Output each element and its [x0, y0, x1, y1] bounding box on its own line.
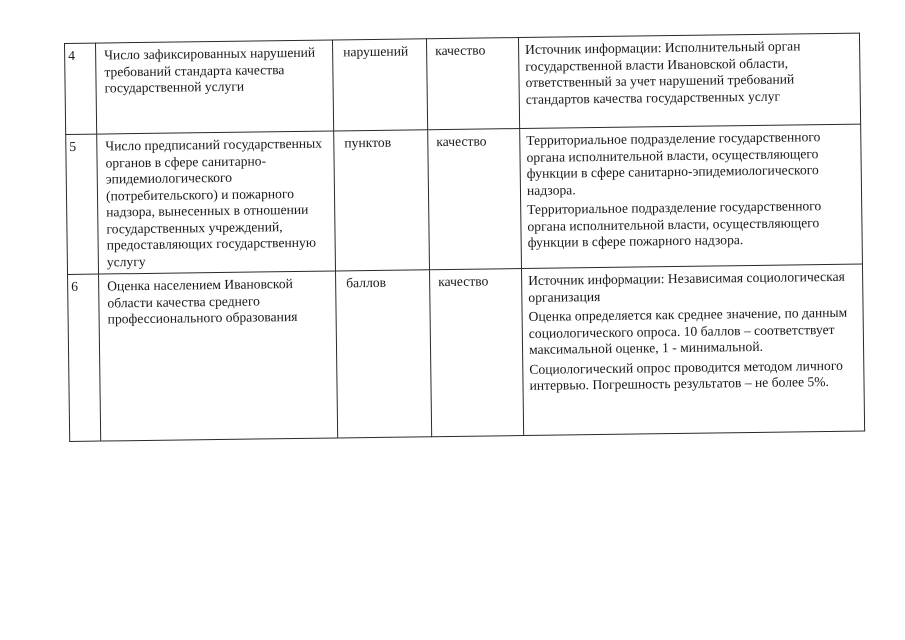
info-paragraph: Территориальное подразделение государственного органа исполнительной власти, осуществляющего функции в сфере санитарно-эпидемиологического надзора. — [526, 129, 821, 198]
indicator-table — [64, 33, 865, 442]
row-number: 5 — [66, 134, 99, 274]
information-source — [521, 264, 864, 435]
indicator-name: Число предписаний государственных органов в сфере санитарно-эпидемиологического (потребительского) и пожарного надзора, вынесенных в отношении государственных учреждений, предоставляющих государственную услугу — [97, 131, 336, 274]
info-paragraph: Источник информации: Исполнительный орган государственной власти Ивановской области, ответственный за учет нарушений требований стандартов качества государственных услуг — [525, 38, 801, 107]
indicator-name: Число зафиксированных нарушений требований стандарта качества государственной услуги — [96, 40, 334, 134]
table-row-5 — [66, 124, 863, 274]
indicator-table-wrapper — [64, 33, 865, 442]
indicator-name: Оценка населением Ивановской области качества среднего профессионального образования — [99, 271, 338, 441]
table-row-6 — [68, 264, 865, 441]
info-paragraph: Социологический опрос проводится методом личного интервью. Погрешность результатов – не более 5%. — [529, 357, 843, 393]
info-paragraph: Источник информации: Независимая социологическая организация — [528, 268, 845, 305]
information-source — [520, 124, 863, 268]
info-paragraph: Оценка определяется как среднее значение, по данным социологического опроса. 10 баллов – соответствует максимальной оценке, 1 - минимальной. — [528, 304, 848, 357]
indicator-type: качество — [426, 38, 519, 130]
indicator-type: качество — [429, 269, 523, 437]
unit-of-measure: баллов — [336, 270, 432, 438]
unit-of-measure: пунктов — [334, 130, 430, 271]
row-number: 6 — [68, 274, 101, 441]
row-number: 4 — [65, 43, 97, 134]
indicator-type: качество — [428, 129, 522, 270]
unit-of-measure: нарушений — [332, 39, 427, 131]
table-row-4 — [65, 33, 861, 134]
info-paragraph: Территориальное подразделение государственного органа исполнительной власти, осуществляющего функции в сфере пожарного надзора. — [527, 198, 822, 250]
information-source — [518, 33, 860, 128]
